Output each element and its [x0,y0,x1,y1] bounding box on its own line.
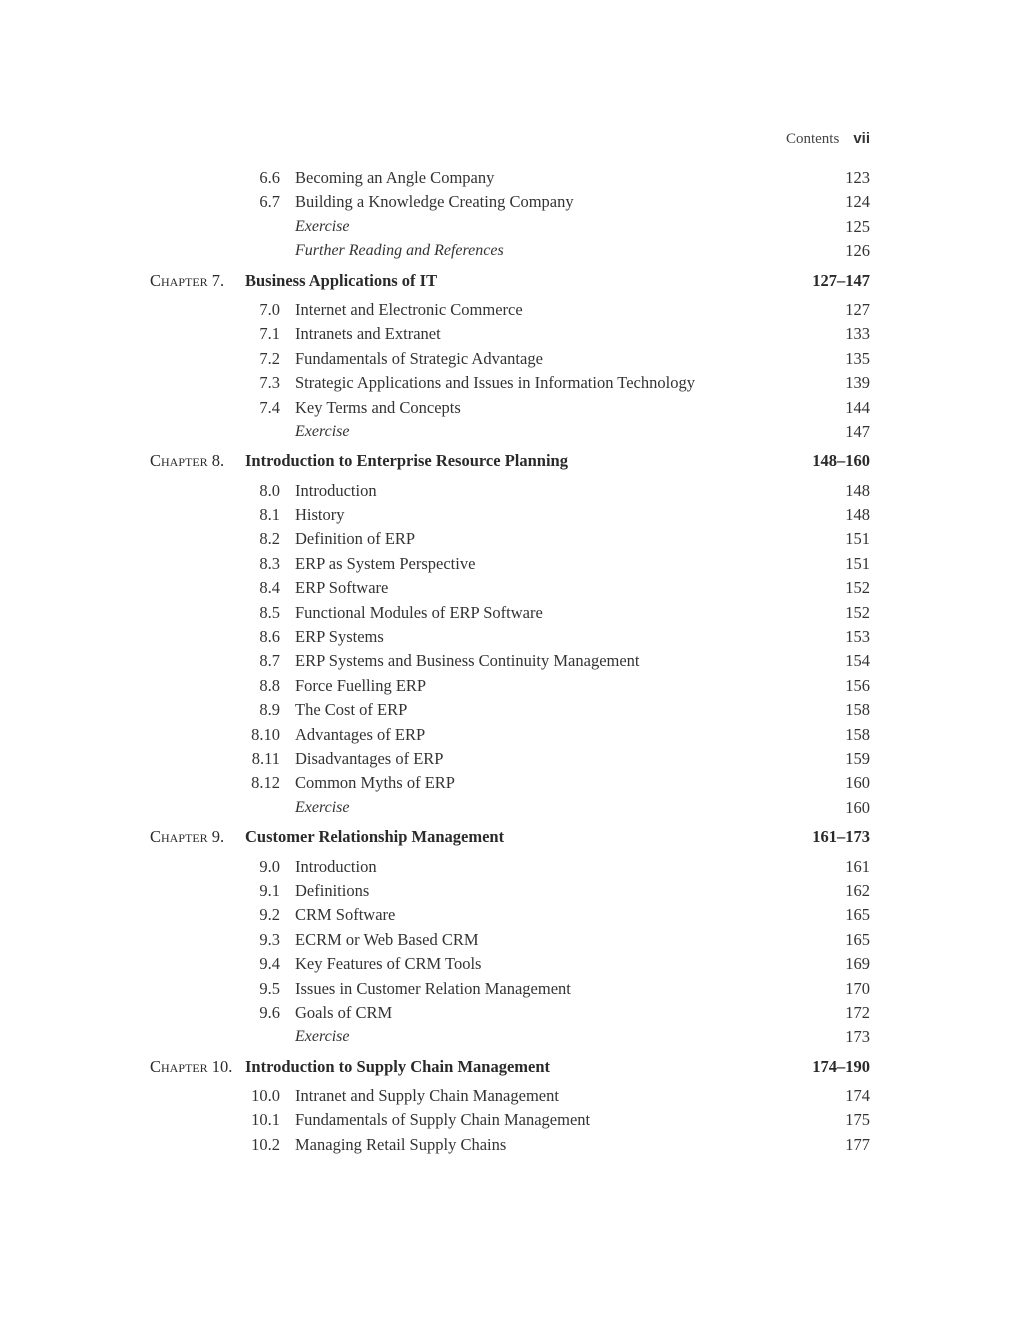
section-number: 7.4 [259,397,280,417]
entry-title: Managing Retail Supply Chains [295,1134,507,1154]
entry-title: Fundamentals of Supply Chain Management [295,1110,591,1130]
entry-title: ECRM or Web Based CRM [295,929,479,949]
page-number: 159 [845,748,870,768]
section-number: 8.0 [259,480,280,500]
entry-title: Disadvantages of ERP [295,748,444,768]
section-number: 8.11 [251,748,280,768]
toc-entry [150,952,870,976]
section-number: 9.1 [259,880,280,900]
page-number: 174–190 [812,1056,870,1076]
entry-title: Goals of CRM [295,1002,393,1022]
page-number: 170 [845,978,870,998]
entry-title: Intranet and Supply Chain Management [295,1086,559,1106]
header-section-title: Contents [785,131,840,147]
toc-entry [150,771,870,795]
toc-entry [150,928,870,952]
toc-entry [150,215,870,239]
entry-title: Issues in Customer Relation Management [295,978,571,998]
entry-title: Becoming an Angle Company [295,168,495,187]
header-page-number: vii [853,130,870,147]
toc-entry [150,625,870,649]
toc-entry [150,698,870,722]
page-number: 161–173 [812,827,870,847]
toc-entry [150,576,870,600]
section-number: 8.4 [259,578,280,598]
entry-title: Definitions [295,880,370,900]
entry-title: ERP as System Perspective [295,553,476,573]
toc-entry [150,396,870,420]
toc-entry [150,190,870,214]
section-number: 8.5 [259,602,280,622]
toc-chapter-entry [150,1055,870,1079]
entry-title: Common Myths of ERP [295,773,455,793]
toc-entry [150,1084,870,1108]
section-number: 10.0 [251,1086,280,1106]
section-number: 6.7 [259,192,280,212]
entry-title: Building a Knowledge Creating Company [295,192,574,212]
entry-title: Introduction [295,480,377,500]
toc-entry [150,1108,870,1132]
section-number: 8.9 [259,700,280,720]
chapter-title: Introduction to Supply Chain Management [245,1056,551,1076]
toc-entry [150,347,870,371]
section-number: 8.12 [251,773,280,793]
page-number: 124 [845,192,870,212]
toc-entry [150,479,870,503]
entry-title: Intranets and Extranet [295,324,441,344]
section-number: 8.3 [259,553,280,573]
entry-title: Functional Modules of ERP Software [295,602,543,622]
entry-title: Exercise [295,798,350,816]
section-number: 7.0 [259,299,280,319]
page-number: 148–160 [812,451,870,471]
toc-entry [150,1025,870,1049]
page-number: 153 [845,627,870,647]
page-number: 169 [845,954,870,974]
toc-entry [150,977,870,1001]
toc-entry [150,796,870,820]
toc-entry [150,649,870,673]
section-number: 7.3 [259,373,280,393]
toc-entry [150,855,870,879]
entry-title: Key Terms and Concepts [295,397,461,417]
entry-title: CRM Software [295,905,396,925]
chapter-title: Business Applications of IT [245,270,438,290]
page-number: 127–147 [812,270,870,290]
running-header [786,130,870,148]
page-number: 162 [845,880,870,900]
page-number: 161 [845,856,870,876]
toc-entry [150,527,870,551]
page-number: 152 [845,602,870,622]
entry-title: Introduction [295,856,377,876]
toc-entry [150,601,870,625]
toc-entry [150,1001,870,1025]
entry-title: Definition of ERP [295,529,416,549]
section-number: 8.1 [259,505,280,525]
section-number: 9.6 [259,1002,280,1022]
page-number: 123 [845,168,870,187]
page-number: 144 [845,397,870,417]
section-number: 8.7 [259,651,280,671]
toc-entry [150,552,870,576]
toc-entry [150,239,870,263]
toc-entry [150,723,870,747]
entry-title: Exercise [295,422,350,440]
page-number: 147 [845,421,870,441]
page-number: 158 [845,724,870,744]
page-number: 158 [845,700,870,720]
entry-title: Exercise [295,1028,350,1046]
entry-title: Force Fuelling ERP [295,675,427,695]
toc-entry [150,166,870,190]
page-number: 148 [845,505,870,525]
chapter-title: Customer Relationship Management [245,827,505,847]
page-number: 154 [845,651,870,671]
page-number: 175 [845,1110,870,1130]
section-number: 10.1 [251,1110,280,1130]
page-number: 173 [845,1027,870,1047]
toc-entry [150,371,870,395]
table-of-contents [150,166,870,1157]
section-number: 9.0 [259,856,280,876]
page-number: 125 [845,216,870,236]
entry-title: ERP Systems and Business Continuity Management [295,651,640,671]
toc-entry [150,879,870,903]
entry-title: Further Reading and References [295,242,504,260]
entry-title: Exercise [295,217,350,235]
toc-entry [150,747,870,771]
toc-entry [150,503,870,527]
section-number: 9.5 [259,978,280,998]
page-number: 165 [845,929,870,949]
entry-title: Internet and Electronic Commerce [295,299,523,319]
page-number: 148 [845,480,870,500]
section-number: 7.2 [259,348,280,368]
section-number: 8.2 [259,529,280,549]
section-number: 6.6 [259,168,280,187]
page-number: 152 [845,578,870,598]
toc-entry [150,322,870,346]
entry-title: ERP Systems [295,627,384,647]
entry-title: Key Features of CRM Tools [295,954,482,974]
page-number: 135 [845,348,870,368]
section-number: 9.4 [259,954,280,974]
page-number: 151 [845,553,870,573]
toc-entry [150,903,870,927]
entry-title: Fundamentals of Strategic Advantage [295,348,543,368]
entry-title: ERP Software [295,578,389,598]
page-number: 133 [845,324,870,344]
page-number: 177 [845,1134,870,1154]
page-number: 160 [845,773,870,793]
toc-chapter-entry [150,449,870,473]
section-number: 8.10 [251,724,280,744]
toc-entry [150,1133,870,1157]
toc-entry [150,298,870,322]
chapter-label: Chapter 9. [150,827,225,847]
section-number: 10.2 [251,1134,280,1154]
page-number: 127 [845,299,870,319]
toc-chapter-entry [150,825,870,849]
entry-title: Strategic Applications and Issues in Information Technology [295,373,695,393]
chapter-label: Chapter 7. [150,270,225,290]
section-number: 7.1 [259,324,280,344]
chapter-label: Chapter 8. [150,451,225,471]
page-number: 172 [845,1002,870,1022]
page-number: 160 [845,797,870,817]
entry-title: History [295,505,345,525]
page-number: 156 [845,675,870,695]
toc-entry [150,674,870,698]
page-number: 151 [845,529,870,549]
page-number: 174 [845,1086,870,1106]
section-number: 8.6 [259,627,280,647]
chapter-title: Introduction to Enterprise Resource Planning [245,451,568,471]
chapter-label: Chapter 10. [150,1056,233,1076]
section-number: 9.2 [259,905,280,925]
page-number: 126 [845,241,870,261]
section-number: 8.8 [259,675,280,695]
section-number: 9.3 [259,929,280,949]
page-number: 165 [845,905,870,925]
toc-chapter-entry [150,269,870,293]
toc-entry [150,420,870,444]
page-number: 139 [845,373,870,393]
entry-title: The Cost of ERP [295,700,408,720]
entry-title: Advantages of ERP [295,724,426,744]
